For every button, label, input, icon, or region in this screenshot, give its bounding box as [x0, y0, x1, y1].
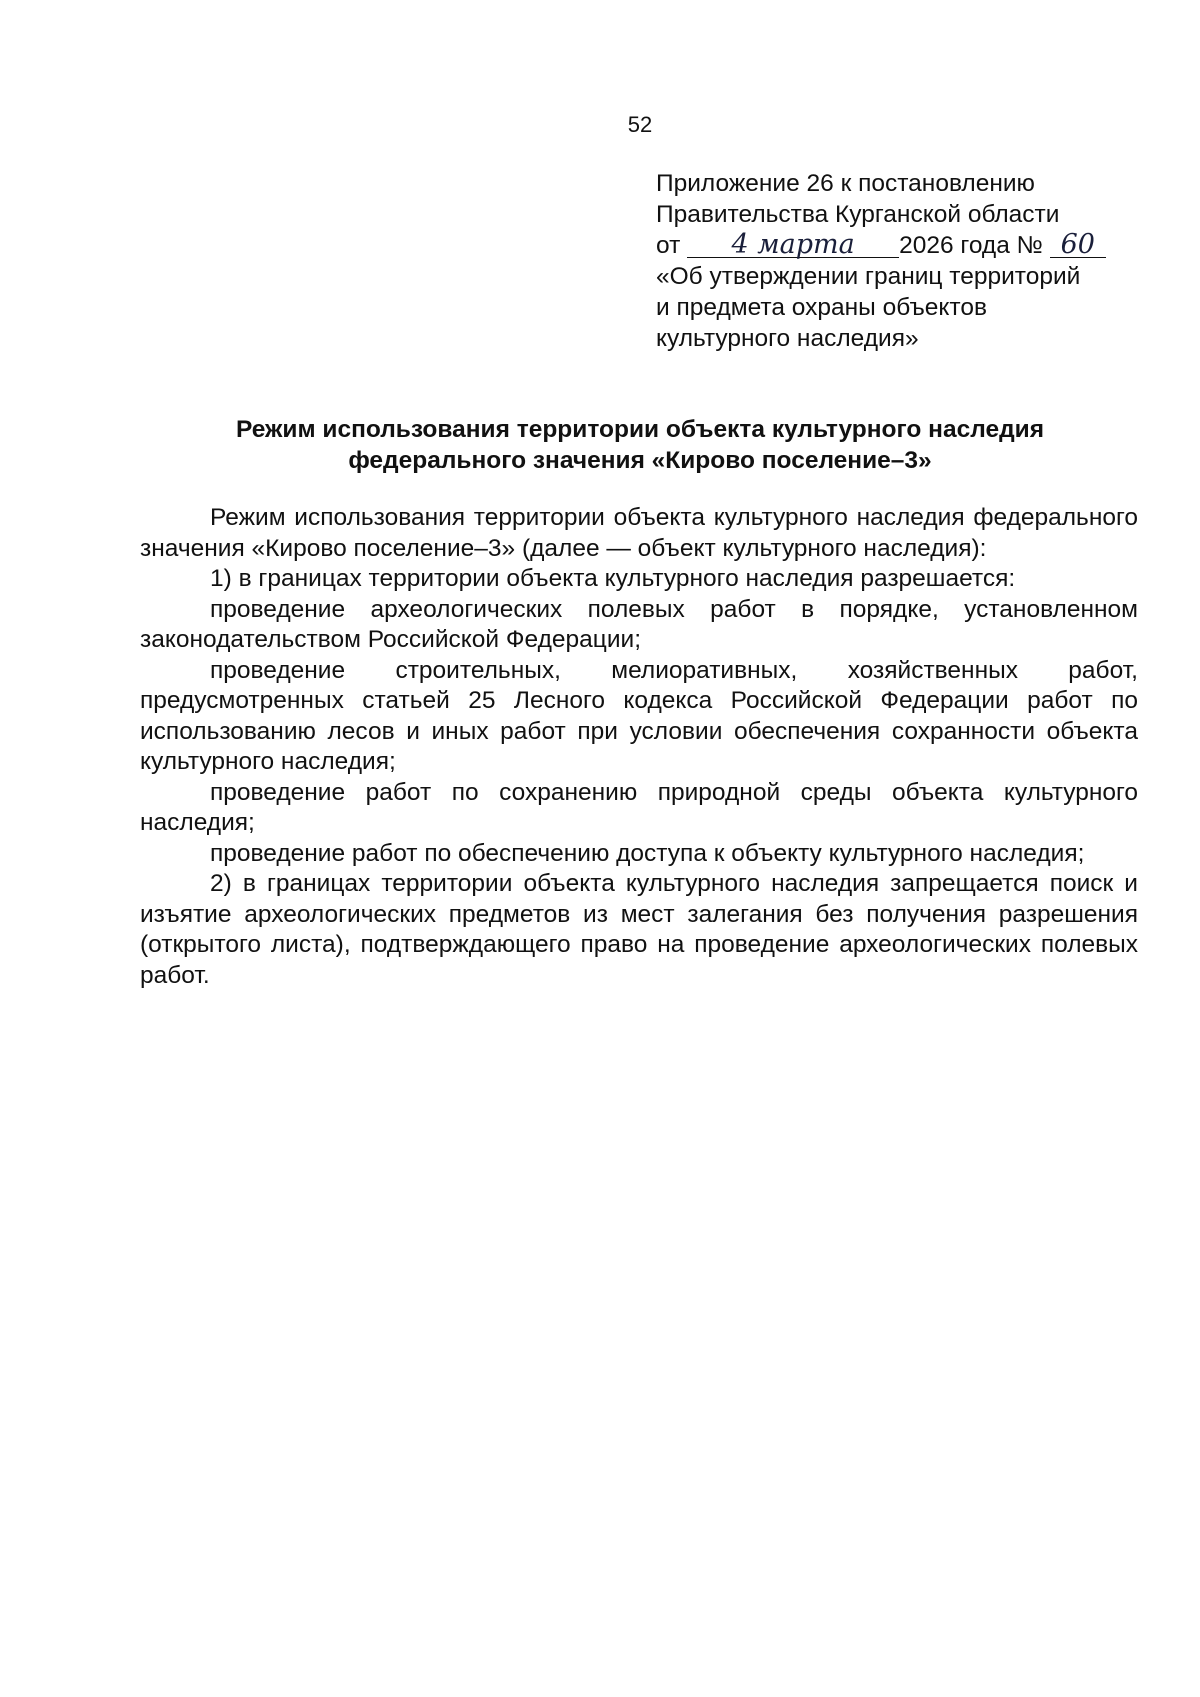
document-title [140, 414, 1140, 476]
appendix-line-1: Приложение 26 к постановлению [656, 170, 1035, 197]
appendix-line-4: «Об утверждении границ территорий [656, 263, 1081, 290]
handwritten-number: 60 [1050, 233, 1106, 258]
page-number: 52 [627, 112, 653, 137]
paragraph: 1) в границах территории объекта культурного наследия разрешается: [210, 565, 1016, 592]
handwritten-date: 4 марта [687, 233, 899, 258]
paragraph: проведение археологических полевых работ в порядке, установленном законодательством Российской Федерации; [140, 595, 1138, 653]
title-line-2: федерального значения «Кирово поселение–3» [348, 447, 932, 474]
title-line-1: Режим использования территории объекта культурного наследия [236, 416, 1044, 443]
appendix-header [656, 168, 1126, 354]
paragraph: 2) в границах территории объекта культурного наследия запрещается поиск и изъятие археологических предметов из мест залегания без получения разрешения (открытого листа), подтверждающего право на проведение археологических полевых работ. [140, 870, 1138, 989]
appendix-line-2: Правительства Курганской области [656, 201, 1060, 228]
paragraph: Режим использования территории объекта культурного наследия федерального значения «Кирово поселение–3» (далее — объект культурного наследия): [140, 504, 1138, 562]
paragraph: проведение строительных, мелиоративных, хозяйственных работ, предусмотренных статьей 25 Лесного кодекса Российской Федерации работ по использованию лесов и иных работ при условии обеспечения сохранности объекта культурного наследия; [140, 656, 1138, 775]
appendix-line-6: культурного наследия» [656, 325, 919, 352]
appendix-date-line [656, 230, 1126, 261]
paragraph: проведение работ по обеспечению доступа к объекту культурного наследия; [210, 839, 1085, 867]
appendix-line-5: и предмета охраны объектов [656, 294, 987, 321]
document-body [140, 503, 1138, 991]
paragraph: проведение работ по сохранению природной среды объекта культурного наследия; [140, 778, 1138, 836]
from-prefix: от [656, 232, 681, 259]
year-text: 2026 года № [899, 232, 1043, 259]
